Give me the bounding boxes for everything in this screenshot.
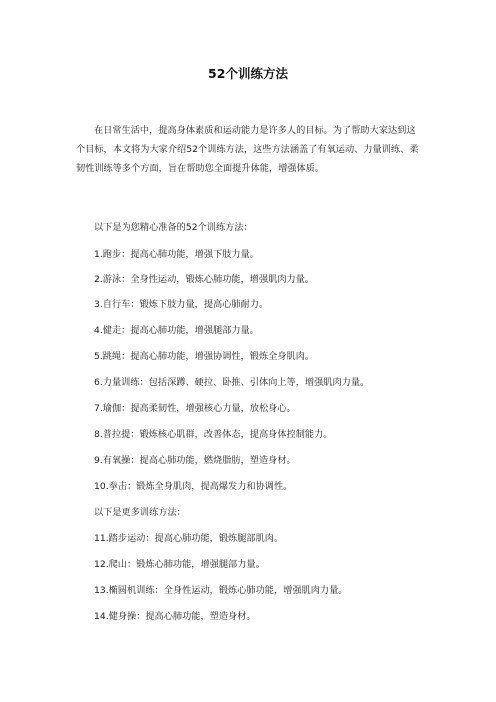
list-item: 1.跑步：提高心肺功能，增强下肢力量。 xyxy=(94,249,259,260)
list-intro: 以下是为您精心准备的52个训练方法： xyxy=(94,222,253,233)
more-intro: 以下是更多训练方法： xyxy=(94,507,186,518)
list-item: 6.力量训练：包括深蹲、硬拉、卧推、引体向上等，增强肌肉力量。 xyxy=(94,377,370,388)
list-item: 11.踏步运动：提高心肺功能，锻炼腿部肌肉。 xyxy=(94,533,284,544)
list-item: 5.跳绳：提高心肺功能，增强协调性，锻炼全身肌肉。 xyxy=(94,351,315,362)
list-item: 10.拳击：锻炼全身肌肉，提高爆发力和协调性。 xyxy=(94,481,293,492)
intro-paragraph: 在日常生活中，提高身体素质和运动能力是许多人的目标。为了帮助大家达到这个目标，本文将为大家介绍52个训练方法，这些方法涵盖了有氧运动、力量训练、柔韧性训练等多个方面，旨在帮助您全面提升体能，增强体质。 xyxy=(76,125,419,175)
list-item: 2.游泳：全身性运动，锻炼心肺功能，增强肌肉力量。 xyxy=(94,274,315,285)
list-item: 7.瑜伽：提高柔韧性，增强核心力量，放松身心。 xyxy=(94,403,296,414)
list-item: 3.自行车：锻炼下肢力量，提高心肺耐力。 xyxy=(94,299,269,310)
list-item: 8.普拉提：锻炼核心肌群，改善体态，提高身体控制能力。 xyxy=(94,429,333,440)
list-item: 13.椭圆机训练：全身性运动，锻炼心肺功能，增强肌肉力量。 xyxy=(94,585,348,596)
list-item: 4.健走：提高心肺功能，增强腿部力量。 xyxy=(94,325,259,336)
list-item: 12.爬山：锻炼心肺功能，增强腿部力量。 xyxy=(94,559,265,570)
list-item: 14.健身操：提高心肺功能，塑造身材。 xyxy=(94,611,256,622)
document-title: 52个训练方法 xyxy=(208,66,288,81)
list-item: 9.有氧操：提高心肺功能，燃烧脂肪，塑造身材。 xyxy=(94,455,296,466)
